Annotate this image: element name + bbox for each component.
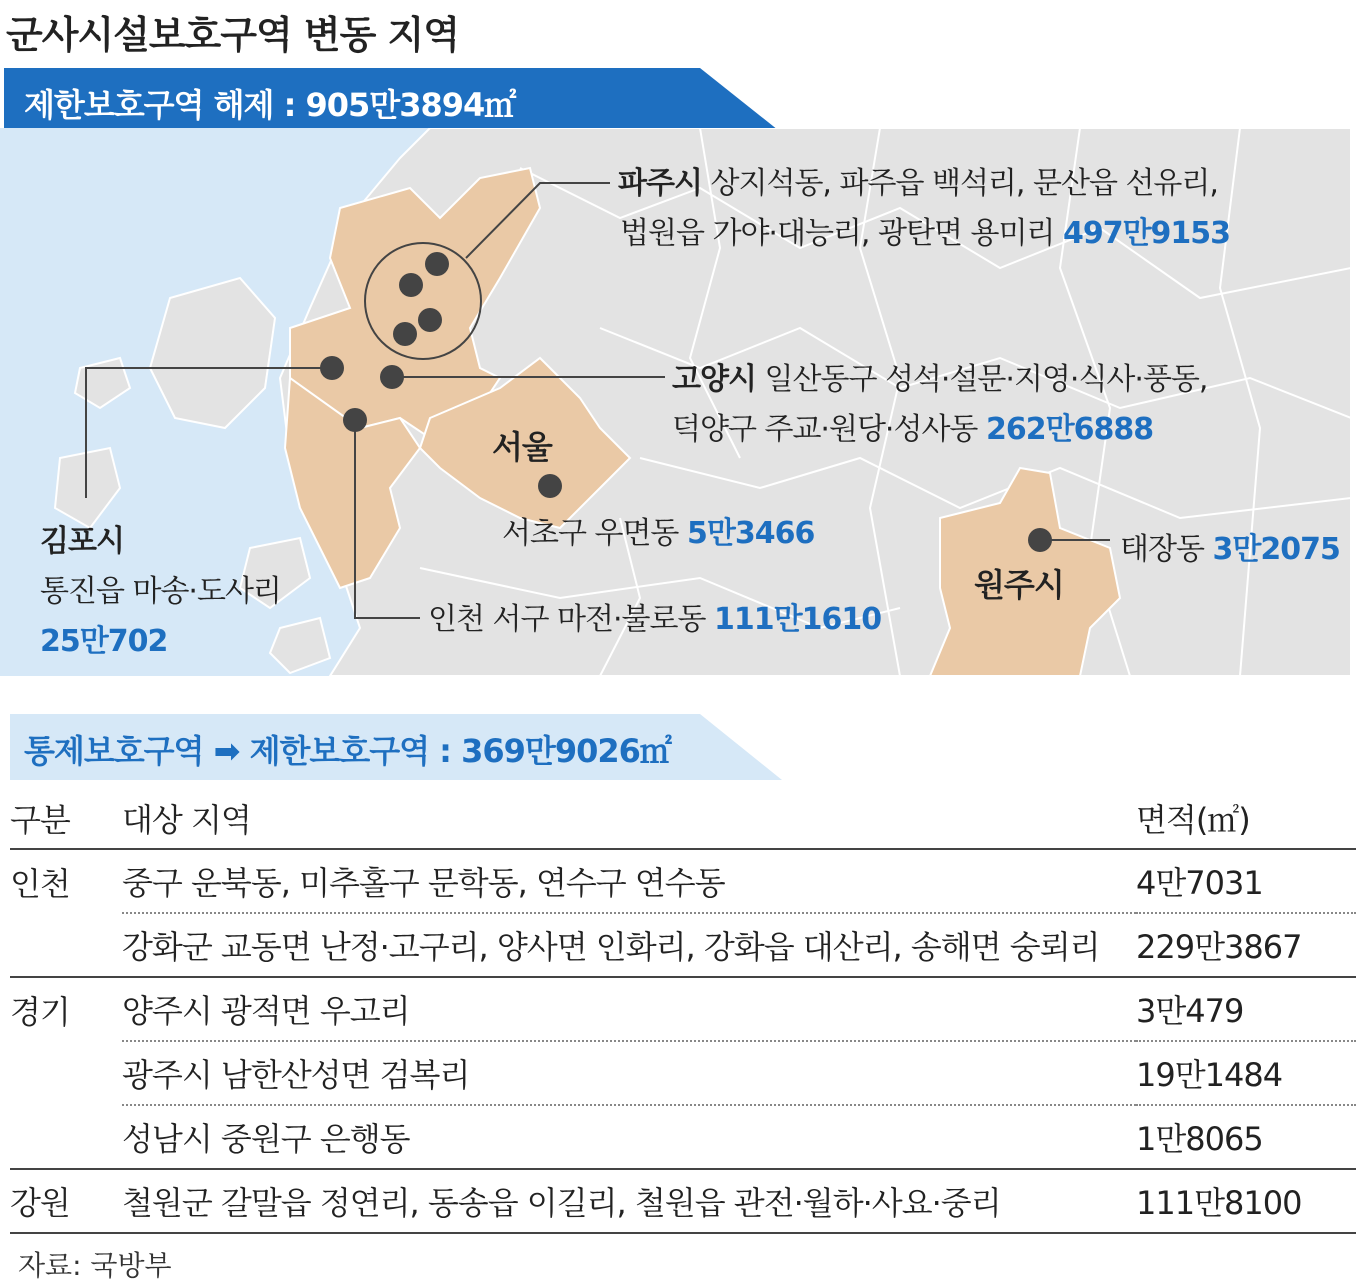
- row-area: 1만8065: [1136, 1105, 1356, 1169]
- header-region: 대상 지역: [122, 801, 251, 839]
- paju-label-line2: 법원읍 가야·대능리, 광탄면 용미리 497만9153: [620, 216, 1231, 251]
- source-note: 자료: 국방부: [18, 1249, 172, 1282]
- row-group: 경기: [10, 977, 122, 1041]
- table-row: [10, 913, 1356, 977]
- seocho-label: 서초구 우면동 5만3466: [502, 516, 815, 551]
- row-group: 강원: [10, 1169, 122, 1233]
- row-group: [10, 913, 122, 977]
- gimpo-label-city: 김포시: [40, 524, 124, 559]
- seocho-point: [538, 474, 562, 498]
- row-region: 중구 운북동, 미추홀구 문학동, 연수구 연수동: [122, 849, 1136, 913]
- goyang-label-line2: 덕양구 주교·원당·성사동 262만6888: [672, 412, 1154, 447]
- table-row: [10, 1169, 1356, 1233]
- row-region: 양주시 광적면 우고리: [122, 977, 1136, 1041]
- gimpo-label-line1: 통진읍 마송·도사리: [40, 574, 281, 609]
- region-table: [10, 788, 1356, 1234]
- table-row: [10, 977, 1356, 1041]
- header-area: 면적(㎡): [1136, 801, 1250, 839]
- row-group: 인천: [10, 849, 122, 913]
- wonju-label: 태장동 3만2075: [1120, 532, 1340, 567]
- row-area: 3만479: [1136, 977, 1356, 1041]
- goyang-label-line1: 고양시 일산동구 성석·설문·지영·식사·풍동,: [672, 362, 1208, 397]
- gimpo-point: [320, 356, 344, 380]
- release-banner-label: 제한보호구역 해제 : 905만3894㎡: [24, 86, 516, 124]
- row-group: [10, 1105, 122, 1169]
- change-banner-label: 통제보호구역 ➡ 제한보호구역 : 369만9026㎡: [24, 732, 671, 770]
- row-region: 철원군 갈말읍 정연리, 동송읍 이길리, 철원읍 관전·월하·사요·중리: [122, 1169, 1136, 1233]
- row-region: 강화군 교동면 난정·고구리, 양사면 인화리, 강화읍 대산리, 송해면 숭뢰리: [122, 913, 1136, 977]
- paju-point: [393, 322, 417, 346]
- paju-label-line1: 파주시 상지석동, 파주읍 백석리, 문산읍 선유리,: [618, 166, 1218, 201]
- table-row: [10, 1105, 1356, 1169]
- page-title: 군사시설보호구역 변동 지역: [6, 13, 459, 57]
- paju-point: [418, 308, 442, 332]
- row-area: 111만8100: [1136, 1169, 1356, 1233]
- table-row: [10, 1041, 1356, 1105]
- paju-point: [425, 252, 449, 276]
- incheon-label: 인천 서구 마전·불로동 111만1610: [428, 602, 882, 637]
- wonju-city-label: 원주시: [974, 566, 1064, 604]
- gimpo-label-area: 25만702: [40, 624, 168, 659]
- header-group: 구분: [10, 801, 70, 839]
- wonju-point: [1028, 528, 1052, 552]
- paju-point: [399, 273, 423, 297]
- map: [0, 128, 1351, 676]
- table-row: [10, 849, 1356, 913]
- row-region: 광주시 남한산성면 검복리: [122, 1041, 1136, 1105]
- row-area: 4만7031: [1136, 849, 1356, 913]
- goyang-point: [380, 365, 404, 389]
- table-header-row: [10, 788, 1356, 849]
- row-group: [10, 1041, 122, 1105]
- row-area: 229만3867: [1136, 913, 1356, 977]
- row-region: 성남시 중원구 은행동: [122, 1105, 1136, 1169]
- row-area: 19만1484: [1136, 1041, 1356, 1105]
- incheon-point: [343, 408, 367, 432]
- seoul-label: 서울: [492, 428, 552, 466]
